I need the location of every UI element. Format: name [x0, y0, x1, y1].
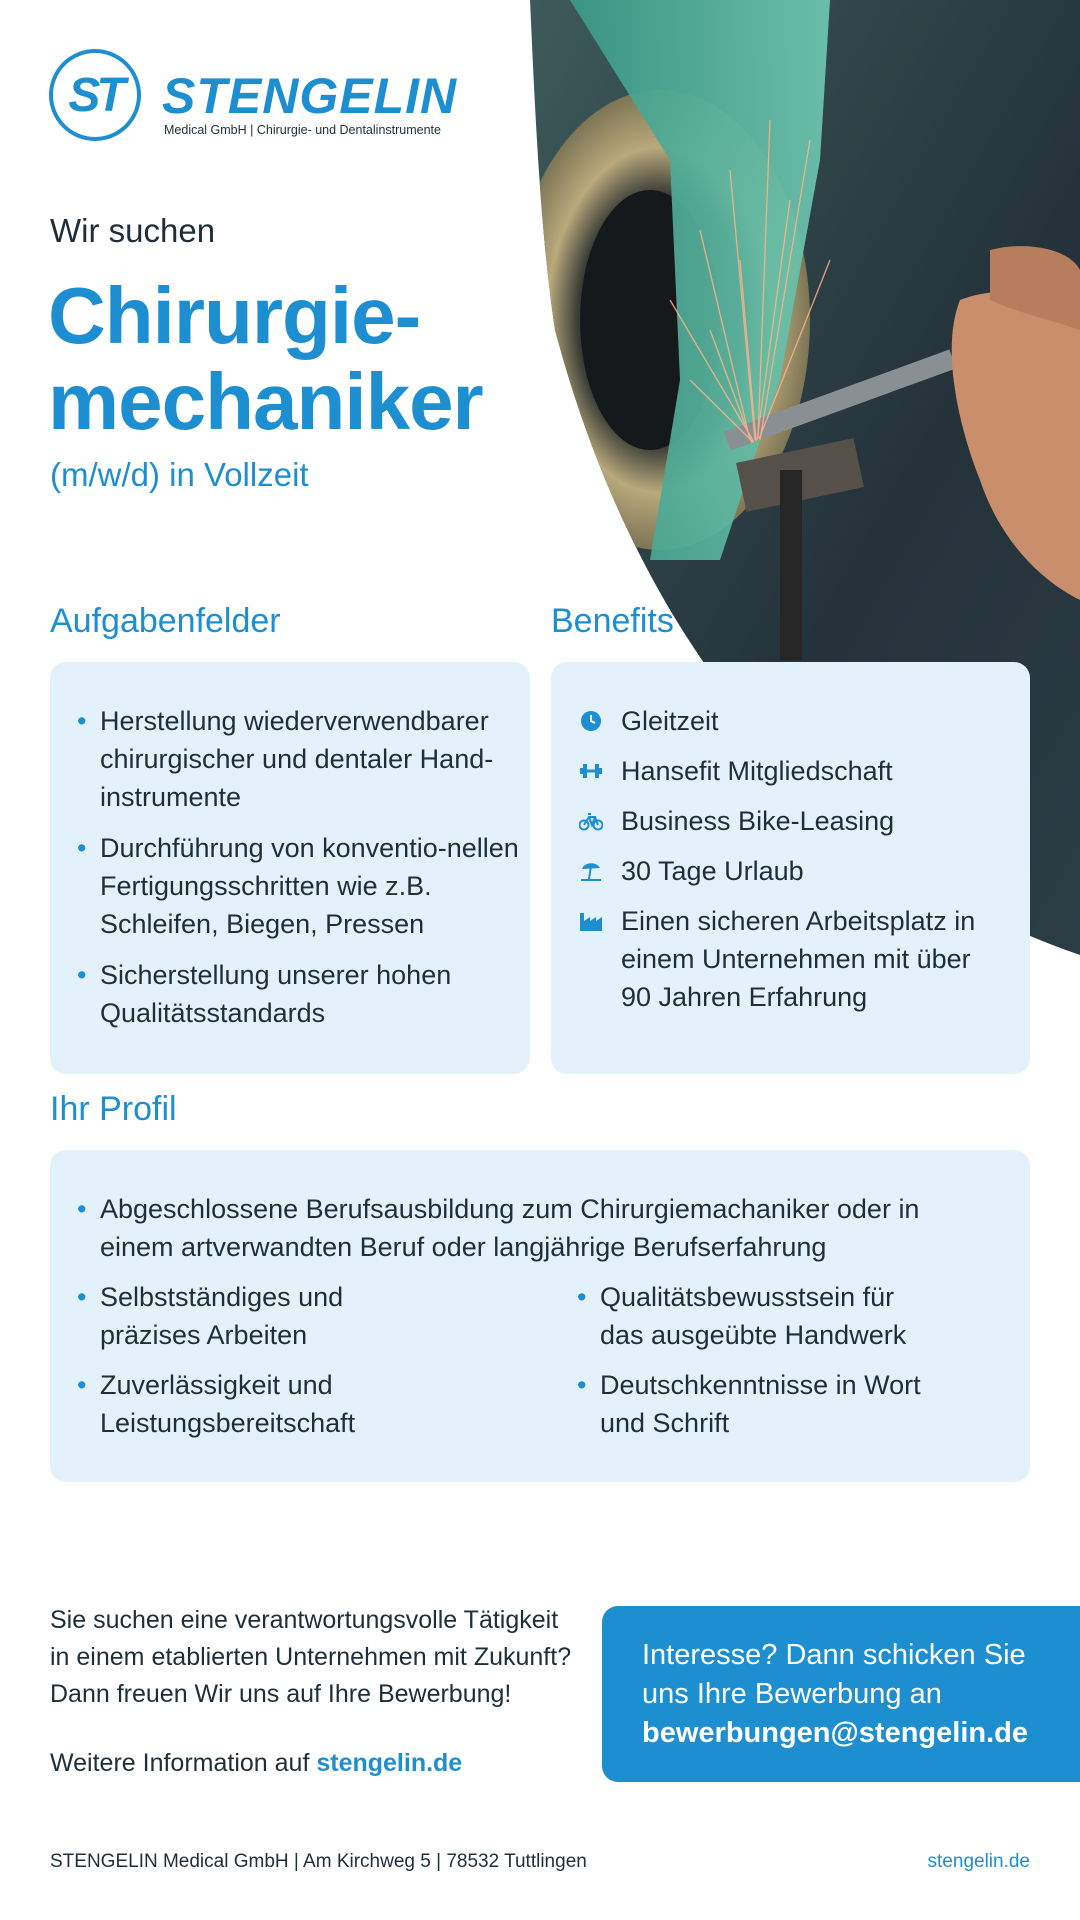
list-item: • Zuverlässigkeit und Leistungsbereitschaft — [50, 1366, 400, 1442]
tasks-box — [50, 662, 530, 1074]
cta-line: uns Ihre Bewerbung an — [642, 1678, 942, 1710]
logo-subtitle: Medical GmbH | Chirurgie- und Dentalinstrumente — [164, 123, 441, 137]
company-logo — [49, 49, 469, 144]
list-item — [551, 702, 991, 740]
list-item — [551, 852, 991, 890]
application-cta-box — [602, 1606, 1080, 1782]
job-title-line1: Chirurgie- — [48, 271, 421, 360]
beach-umbrella-icon — [579, 860, 603, 882]
email-link[interactable]: bewerbungen@stengelin.de — [642, 1717, 1028, 1749]
website-link[interactable]: stengelin.de — [316, 1749, 463, 1777]
footer-website-link[interactable]: stengelin.de — [927, 1851, 1030, 1872]
benefit-label: Hansefit Mitgliedschaft — [621, 756, 893, 786]
list-item: • Sicherstellung unserer hohen Qualitätsstandards — [50, 956, 520, 1032]
tasks-list — [50, 702, 520, 1045]
logo-mark: ST — [49, 49, 141, 141]
job-subtitle: (m/w/d) in Vollzeit — [50, 456, 309, 493]
closing-line: in einem etablierten Unternehmen mit Zukunft? — [50, 1643, 572, 1671]
factory-icon — [579, 910, 603, 932]
benefits-list — [551, 702, 991, 1028]
benefits-box — [551, 662, 1030, 1074]
benefit-label: Business Bike-Leasing — [621, 806, 895, 836]
logo-name: STENGELIN — [162, 68, 458, 124]
list-item: • Abgeschlossene Berufsausbildung zum Chirurgiemachaniker oder in einem artverwandten Beruf oder langjährige Berufserfahrung — [50, 1190, 980, 1266]
cta-line: Interesse? Dann schicken Sie — [642, 1639, 1026, 1671]
benefit-label: 30 Tage Urlaub — [621, 856, 804, 886]
list-item: • Qualitätsbewusstsein für das ausgeübte Handwerk — [550, 1278, 940, 1354]
bicycle-icon — [579, 810, 603, 832]
benefits-heading: Benefits — [551, 602, 674, 640]
list-item: • Selbstständiges und präzises Arbeiten — [50, 1278, 400, 1354]
closing-line: Dann freuen Wir uns auf Ihre Bewerbung! — [50, 1680, 512, 1708]
list-item: • Durchführung von konventio-nellen Fertigungsschritten wie z.B. Schleifen, Biegen, Pressen — [50, 829, 520, 943]
profile-list-right — [550, 1278, 990, 1454]
benefit-label: Gleitzeit — [621, 706, 719, 736]
list-item: • Herstellung wiederverwendbarer chirurgischer und dentaler Hand-instrumente — [50, 702, 520, 816]
profile-list-full — [50, 1190, 980, 1279]
job-title-line2: mechaniker — [48, 357, 483, 446]
closing-text — [50, 1602, 571, 1713]
more-info — [50, 1749, 462, 1778]
list-item — [551, 752, 991, 790]
job-title — [48, 273, 483, 445]
profile-list-left — [50, 1278, 490, 1454]
tasks-heading: Aufgabenfelder — [50, 602, 281, 640]
headline-intro: Wir suchen — [50, 212, 216, 249]
benefit-label: Einen sicheren Arbeitsplatz in einem Unternehmen mit über 90 Jahren Erfahrung — [621, 906, 976, 1012]
more-info-prefix: Weitere Information auf — [50, 1749, 317, 1777]
list-item — [551, 802, 991, 840]
dumbbell-icon — [579, 760, 603, 782]
footer-address: STENGELIN Medical GmbH | Am Kirchweg 5 | 78532 Tuttlingen — [50, 1851, 587, 1872]
profile-box — [50, 1150, 1030, 1482]
clock-icon — [579, 710, 603, 732]
closing-line: Sie suchen eine verantwortungsvolle Tätigkeit — [50, 1606, 559, 1634]
profile-heading: Ihr Profil — [50, 1090, 177, 1128]
list-item — [551, 902, 991, 1016]
list-item: • Deutschkenntnisse in Wort und Schrift — [550, 1366, 940, 1442]
